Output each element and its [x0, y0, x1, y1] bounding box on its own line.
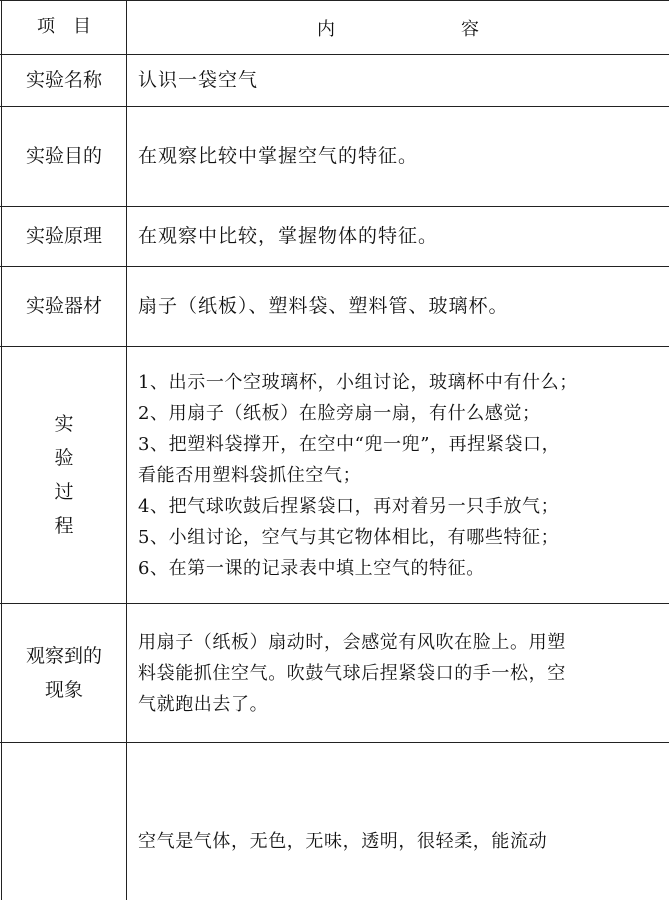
row-label-purpose — [2, 107, 126, 206]
header-content-label: 内 容 — [317, 18, 479, 40]
conclusion-line: 空气是气体，无色，无味，透明，很轻柔，能流动 — [138, 831, 548, 852]
row-content-materials — [138, 267, 666, 346]
process-step-line: 2、用扇子（纸板）在脸旁扇一扇，有什么感觉； — [138, 402, 541, 424]
row-label-text: 实验原理 — [25, 225, 102, 248]
row-content-principle — [138, 207, 666, 266]
row-label-char: 验 — [54, 447, 74, 469]
row-label-text: 实验目的 — [25, 145, 102, 168]
row-label-char: 过 — [54, 481, 74, 503]
observation-line: 料袋能抓住空气。吹鼓气球后捏紧袋口的手一松，空 — [138, 662, 566, 684]
header-item-cell — [2, 1, 126, 54]
column-divider — [126, 0, 127, 900]
process-step-line: 1、出示一个空玻璃杯，小组讨论，玻璃杯中有什么； — [138, 371, 578, 393]
observation-line: 气就跑出去了。 — [138, 693, 269, 715]
row-label-text: 实验名称 — [25, 69, 102, 92]
row-content-conclusion — [138, 826, 666, 858]
row-content-text: 认识一袋空气 — [138, 69, 259, 91]
row-content-process — [138, 347, 666, 603]
process-step-line: 4、把气球吹鼓后捏紧袋口，再对着另一只手放气； — [138, 495, 560, 517]
row-label-process — [2, 347, 126, 603]
row-label-char: 实 — [54, 413, 74, 435]
row-label-name — [2, 55, 126, 106]
process-step-line: 5、小组讨论，空气与其它物体相比，有哪些特征； — [138, 526, 560, 548]
row-content-purpose — [138, 107, 666, 206]
process-step-line: 6、在第一课的记录表中填上空气的特征。 — [138, 557, 485, 579]
row-label-observation — [2, 604, 126, 742]
row-content-observation — [138, 604, 666, 742]
row-content-text: 在观察比较中掌握空气的特征。 — [138, 145, 419, 167]
row-content-name — [138, 55, 666, 106]
observation-line: 用扇子（纸板）扇动时，会感觉有风吹在脸上。用塑 — [138, 631, 566, 653]
row-label-line: 观察到的 — [25, 645, 102, 667]
process-step-line: 看能否用塑料袋抓住空气； — [138, 464, 362, 486]
row-label-materials — [2, 267, 126, 346]
row-label-principle — [2, 207, 126, 266]
header-content-cell — [127, 1, 669, 54]
row-divider — [0, 742, 669, 743]
row-label-char: 程 — [54, 515, 74, 537]
row-label-line: 现象 — [44, 679, 83, 701]
row-content-text: 在观察中比较，掌握物体的特征。 — [138, 225, 439, 247]
header-item-label: 项 目 — [37, 16, 91, 38]
row-label-text: 实验器材 — [25, 295, 102, 318]
process-step-line: 3、把塑料袋撑开，在空中“兜一兜”，再捏紧袋口， — [138, 433, 561, 455]
row-content-text: 扇子（纸板）、塑料袋、塑料管、玻璃杯。 — [138, 295, 509, 317]
